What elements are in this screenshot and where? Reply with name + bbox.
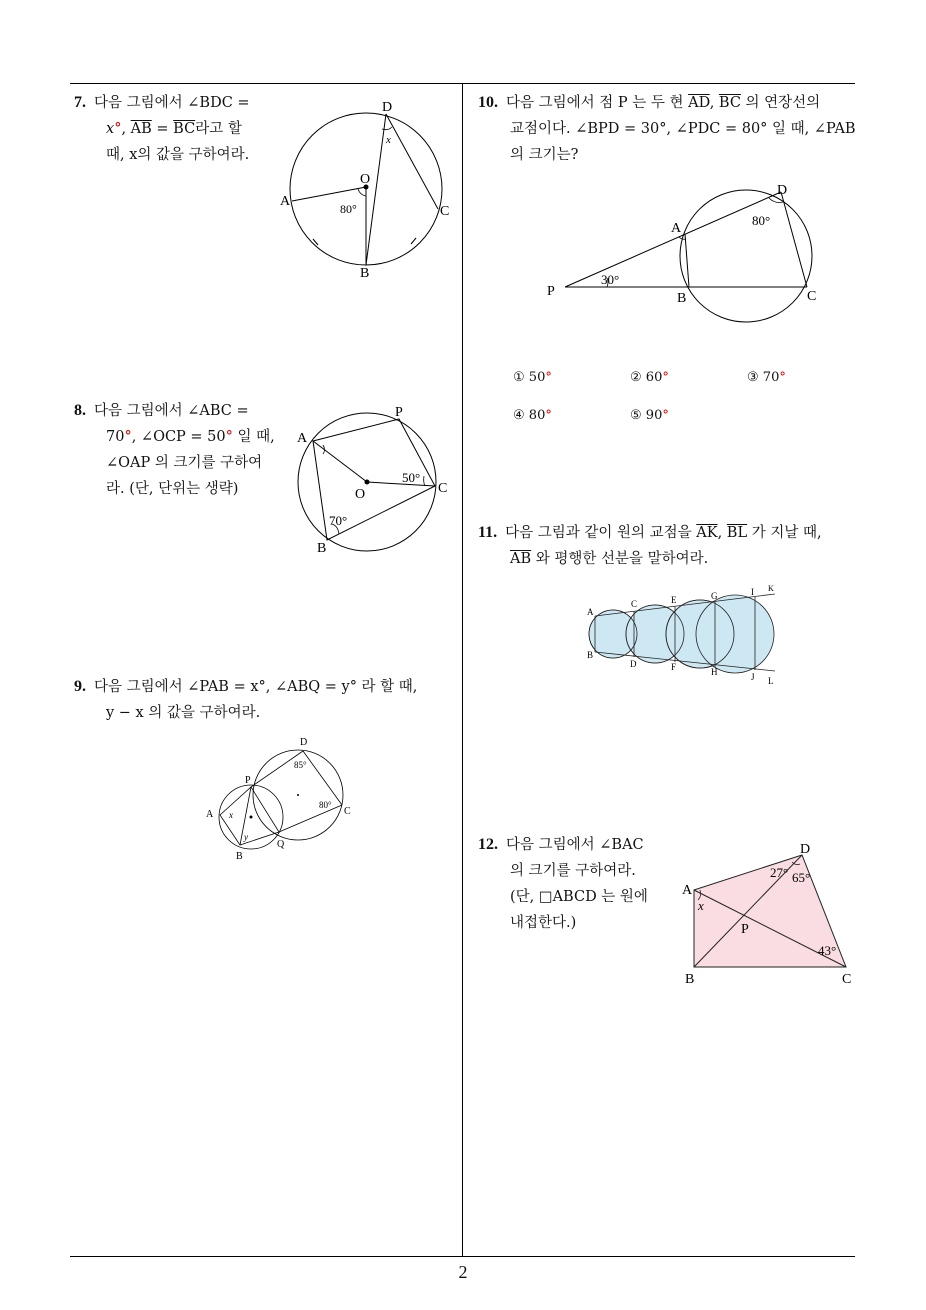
label-A: A <box>587 607 594 617</box>
question-12: 12. 다음 그림에서 ∠BAC 의 크기를 구하여라. (단, □ABCD 는 원에 내접한다.) <box>478 836 648 931</box>
label-x: x <box>386 134 391 146</box>
label-D: D <box>300 737 308 748</box>
choice-5[interactable]: ⑤ 90° <box>630 408 669 423</box>
question-7: 7. 다음 그림에서 ∠BDC = x°, $\overline{AB} = \overline{BC}$라고 할 때, x의 값을 구하여라. <box>74 94 250 163</box>
choice-4[interactable]: ④ 80° <box>513 408 552 423</box>
bottom-rule <box>70 1256 855 1257</box>
label-C: C <box>344 806 351 817</box>
label-P: P <box>395 405 403 420</box>
label-D: D <box>777 183 788 198</box>
label-B: B <box>685 972 695 987</box>
label-Q: Q <box>277 839 285 850</box>
label-D: D <box>630 659 637 669</box>
column-divider <box>462 83 463 1257</box>
label-A: A <box>280 194 291 209</box>
question-number: 9. <box>74 678 86 695</box>
label-angle-80: 80° <box>340 202 357 216</box>
label-C: C <box>842 972 852 987</box>
label-A: A <box>206 809 214 820</box>
label-E: E <box>671 595 677 605</box>
label-B: B <box>360 266 370 281</box>
label-A: A <box>682 883 693 898</box>
label-H: H <box>711 667 718 677</box>
label-O: O <box>355 487 366 502</box>
page-number: 2 <box>458 1262 468 1282</box>
choice-2[interactable]: ② 60° <box>630 370 669 385</box>
label-K: K <box>768 584 774 593</box>
label-P: P <box>245 775 251 786</box>
question-number: 8. <box>74 402 86 419</box>
label-O: O <box>360 172 371 187</box>
label-D: D <box>382 100 393 115</box>
label-G: G <box>711 591 718 601</box>
label-P: P <box>547 284 555 299</box>
label-C: C <box>440 204 450 219</box>
label-x: x <box>698 898 704 913</box>
label-J: J <box>751 672 755 682</box>
question-number: 11. <box>478 524 498 541</box>
label-angle-70: 70° <box>329 513 348 528</box>
label-B: B <box>587 650 594 660</box>
label-x: x <box>229 810 233 820</box>
label-angle-30: 30° <box>601 272 620 287</box>
label-angle-50: 50° <box>402 470 421 485</box>
label-C: C <box>631 599 638 609</box>
label-B: B <box>236 851 243 862</box>
question-number: 10. <box>478 94 498 111</box>
question-8: 8. 다음 그림에서 ∠ABC = 70°, ∠OCP = 50° 일 때, ∠OAP 의 크기를 구하여 라. (단, 단위는 생략) <box>74 402 275 497</box>
label-C: C <box>807 289 817 304</box>
label-I: I <box>751 587 754 597</box>
label-D: D <box>800 842 811 857</box>
question-9: 9. 다음 그림에서 ∠PAB = x°, ∠ABQ = y° 라 할 때, y − x 의 값을 구하여라. <box>74 678 418 721</box>
label-A: A <box>297 431 308 446</box>
figure-q8 <box>295 402 465 556</box>
figure-q10 <box>545 180 835 330</box>
figure-q7 <box>280 95 460 285</box>
choice-1[interactable]: ① 50° <box>513 370 552 385</box>
question-11: 11. 다음 그림과 같이 원의 교점을 $\overline{AK}$, $\overline{BL}$ 가 지날 때, $\overline{AB}$ 와 평행한 선분을 말하여라. <box>478 524 822 567</box>
label-P: P <box>741 922 749 937</box>
label-L: L <box>768 676 774 686</box>
figure-q9 <box>203 735 353 860</box>
label-B: B <box>677 291 687 306</box>
label-angle-65: 65° <box>792 870 811 885</box>
label-y: y <box>244 832 248 842</box>
question-number: 7. <box>74 94 86 111</box>
question-10: 10. 다음 그림에서 점 P 는 두 현 $\overline{AD}$, $\overline{BC}$ 의 연장선의 교점이다. ∠BPD = 30°, ∠PDC = 80° 일 때, ∠PAB 의 크기는? <box>478 94 856 163</box>
label-angle-85: 85° <box>294 760 307 770</box>
label-angle-80: 80° <box>319 800 332 810</box>
label-angle-80: 80° <box>752 213 771 228</box>
figure-q12 <box>680 840 860 985</box>
label-angle-27: 27° <box>770 865 789 880</box>
choice-3[interactable]: ③ 70° <box>747 370 786 385</box>
label-C: C <box>438 481 448 496</box>
figure-q11 <box>585 585 785 685</box>
label-angle-43: 43° <box>818 943 837 958</box>
label-F: F <box>671 662 677 672</box>
label-A: A <box>671 221 682 236</box>
question-number: 12. <box>478 836 498 853</box>
label-B: B <box>317 541 327 556</box>
